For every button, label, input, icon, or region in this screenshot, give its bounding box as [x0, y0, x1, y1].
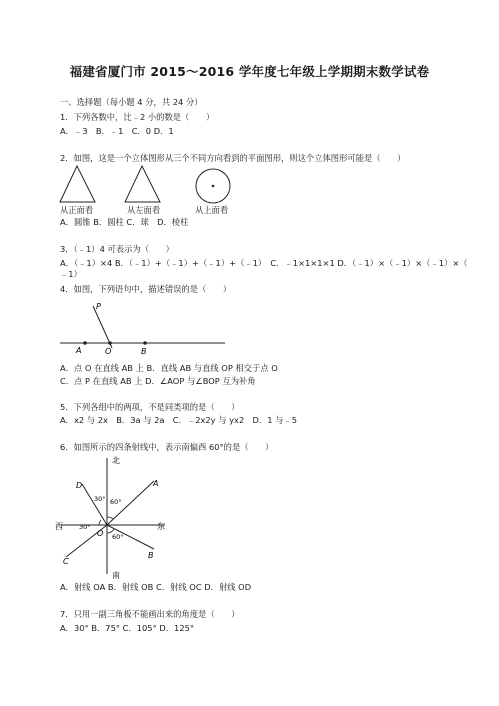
- q2-left-view-label: 从左面看: [127, 205, 161, 215]
- label-p: P: [96, 302, 101, 311]
- q6-stem: 6．如图所示的四条射线中，表示南偏西 60°的是（ ）: [60, 442, 274, 452]
- angle-arc-left: [99, 520, 101, 525]
- q3-stem: 3．（﹣1）4 可表示为（ ）: [60, 244, 174, 254]
- q4-options-line2: C．点 P 在直线 AB 上 D．∠AOP 与∠BOP 互为补角: [60, 376, 256, 386]
- q4-stem: 4．如图，下列语句中，描述错误的是（ ）: [60, 284, 232, 294]
- label-west: 西: [55, 522, 63, 531]
- point-a: [83, 341, 87, 345]
- angle-60-bottom: 60°: [112, 533, 124, 541]
- q2-stem: 2．如图，这是一个立体图形从三个不同方向看到的平面图形，则这个立体图形可能是（ ）: [60, 153, 406, 163]
- label-ray-b: B: [148, 551, 154, 560]
- q1-options: A．﹣3 B．﹣1 C．0 D．1: [60, 126, 174, 136]
- point-b: [143, 341, 147, 345]
- angle-30-left: 30°: [79, 523, 91, 531]
- label-ray-c: C: [63, 557, 69, 566]
- left-view-triangle: [125, 166, 160, 202]
- label-east: 东: [157, 522, 165, 531]
- label-ray-a: A: [153, 479, 159, 488]
- label-origin: O: [97, 529, 104, 538]
- q5-stem: 5．下列各组中的两项，不是同类项的是（ ）: [60, 402, 240, 412]
- angle-arc-top: [107, 517, 113, 519]
- q7-stem: 7．只用一副三角板不能画出来的角度是（ ）: [60, 609, 240, 619]
- point-o: [108, 341, 112, 345]
- ray-od: [82, 484, 107, 525]
- top-view-center-dot: [212, 185, 215, 188]
- q6-compass-figure: [55, 452, 185, 582]
- q2-options: A．圆锥 B．圆柱 C．球 D．棱柱: [60, 217, 189, 227]
- label-south: 南: [112, 571, 120, 580]
- angle-30-top: 30°: [94, 495, 106, 503]
- q6-options: A．射线 OA B．射线 OB C．射线 OC D．射线 OD: [60, 582, 252, 592]
- label-o: O: [105, 347, 112, 356]
- q2-top-view-label: 从上面看: [195, 205, 229, 215]
- angle-60-top: 60°: [110, 498, 122, 506]
- q7-options: A．30° B．75° C．105° D．125°: [60, 623, 195, 633]
- page-title: 福建省厦门市 2015～2016 学年度七年级上学期期末数学试卷: [69, 64, 430, 79]
- q3-options-line2: ﹣1）: [60, 269, 82, 279]
- q1-stem: 1．下列各数中，比﹣2 小的数是（ ）: [60, 112, 215, 122]
- q3-options-line1: A．（﹣1）×4 B．（﹣1）+（﹣1）+（﹣1）+（﹣1） C．﹣1×1×1×1 D．（﹣1）×（﹣1）×（﹣1）×（: [60, 258, 468, 268]
- label-b: B: [141, 347, 147, 356]
- q4-line-figure: [55, 298, 235, 358]
- label-ray-d: D: [76, 481, 83, 490]
- q2-front-view-label: 从正面看: [60, 205, 94, 215]
- front-view-triangle: [60, 166, 95, 202]
- label-north: 北: [112, 456, 120, 465]
- q5-options: A．x2 与 2x B．3a 与 2a C．﹣2x2y 与 yx2 D．1 与﹣5: [60, 415, 298, 425]
- label-a: A: [76, 346, 82, 355]
- q4-options-line1: A．点 O 在直线 AB 上 B．直线 AB 与直线 OP 相交于点 O: [60, 363, 278, 373]
- section-heading: 一、选择题（每小题 4 分，共 24 分）: [60, 97, 203, 107]
